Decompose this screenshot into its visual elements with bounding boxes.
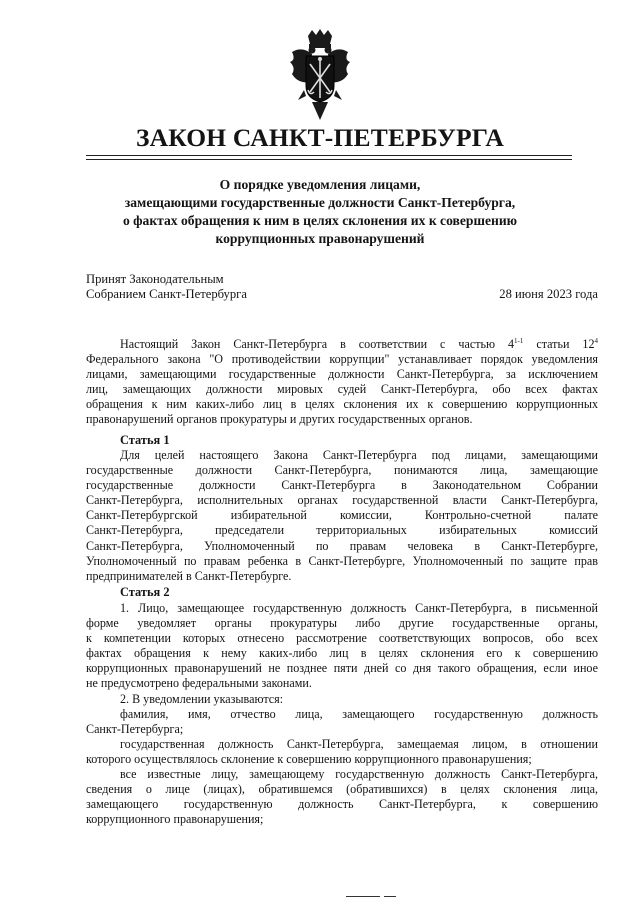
preamble-line: лицами, замещающими государственные должности Санкт-Петербурга, за исключением	[86, 367, 598, 382]
preamble-line: лиц, замещающих должности мировых судей Санкт-Петербурга, обо всех фактах	[86, 382, 598, 397]
article-2-line: к компетенции которых отнесено рассмотрение соответствующих вопросов, обо всех	[86, 631, 598, 646]
article-2-line: коррупционных правонарушений не позднее пяти дней со дня такого обращения, если иное	[86, 661, 598, 676]
article-2-line: фамилия, имя, отчество лица, замещающего государственную должность	[120, 706, 598, 721]
article-1-body	[86, 448, 598, 584]
article-2-line: замещающего государственную должность Санкт-Петербурга, к совершению	[86, 797, 598, 812]
adopted-by	[86, 272, 247, 302]
law-heading	[0, 176, 640, 248]
article-1-line: Санкт-Петербурга, Уполномоченный по правам человека в Санкт-Петербурге,	[86, 538, 598, 553]
title-rule-top	[86, 155, 572, 156]
article-2-line: не предусмотрено федеральными законами.	[86, 676, 312, 691]
adopted-by-line: Принят Законодательным	[86, 272, 224, 286]
article-1-title: Статья 1	[120, 433, 170, 447]
preamble	[86, 337, 598, 428]
article-1-line: Санкт-Петербургской избирательной комиссии, Контрольно-счетной палате	[86, 508, 598, 523]
coat-of-arms-emblem	[288, 28, 352, 124]
article-2-line: государственная должность Санкт-Петербурга, замещаемая лицом, в отношении	[120, 736, 598, 751]
heading-line: О порядке уведомления лицами,	[219, 177, 421, 192]
footer-mark	[346, 896, 380, 897]
article-2-line: все известные лицу, замещающему государственную должность Санкт-Петербурга,	[120, 767, 598, 782]
preamble-line: правонарушений органов прокуратуры и других государственных органов.	[86, 412, 473, 427]
article-1-line: Санкт-Петербурга, председатели территориальных избирательных комиссий	[86, 523, 598, 538]
preamble-line: обращения к ним каких-либо лиц в целях склонения их к совершению коррупционных	[86, 397, 598, 412]
article-2-line: фактах обращения к нему каких-либо лиц в целях склонения его к совершению	[86, 646, 598, 661]
article-2-line: Санкт-Петербурга;	[86, 721, 184, 736]
article-2-title: Статья 2	[120, 585, 170, 599]
article-1-line: Для целей настоящего Закона Санкт-Петербурга под лицами, замещающими	[120, 448, 598, 462]
preamble-line: Настоящий Закон Санкт-Петербурга в соответствии с частью 4$^{1-1}$ статьи $12^4$	[120, 337, 598, 351]
article-2-line: форме уведомляет органы прокуратуры либо другие государственные органы,	[86, 616, 598, 631]
law-title: ЗАКОН САНКТ-ПЕТЕРБУРГА	[135, 123, 505, 152]
heading-line: о фактах обращения к ним в целях склонения их к совершению	[122, 213, 518, 228]
article-1-line: Уполномоченный по правам ребенка в Санкт-Петербурге, Уполномоченный по защите прав	[86, 553, 598, 568]
article-2-line: коррупционного правонарушения;	[86, 812, 264, 827]
article-1-line: государственные должности Санкт-Петербурга, понимаются лица, замещающие	[86, 463, 598, 478]
preamble-line: Федерального закона "О противодействии коррупции" устанавливает порядок уведомления	[86, 352, 598, 367]
adopted-date: 28 июня 2023 года	[499, 287, 598, 301]
article-1-line: предпринимателей в Санкт-Петербурге.	[86, 568, 292, 583]
article-1-line: государственные должности Санкт-Петербурга в Законодательном Собрании	[86, 478, 598, 493]
article-2-line: 2. В уведомлении указываются:	[120, 691, 284, 706]
title-rule-bottom	[86, 159, 572, 160]
footer-mark	[384, 896, 396, 897]
article-1-line: Санкт-Петербурга, исполнительных органах государственной власти Санкт-Петербурга,	[86, 493, 598, 508]
article-2-line: 1. Лицо, замещающее государственную должность Санкт-Петербурга, в письменной	[120, 601, 598, 615]
adopted-by-line: Собранием Санкт-Петербурга	[86, 287, 247, 301]
heading-line: замещающими государственные должности Санкт-Петербурга,	[124, 195, 516, 210]
article-2-line: которого осуществлялось склонение к совершению коррупционного правонарушения;	[86, 751, 532, 766]
heading-line: коррупционных правонарушений	[215, 231, 425, 246]
article-2-body	[86, 601, 598, 827]
article-2-line: сведения о лице (лицах), обратившемся (обратившихся) в целях склонения лица,	[86, 782, 598, 797]
